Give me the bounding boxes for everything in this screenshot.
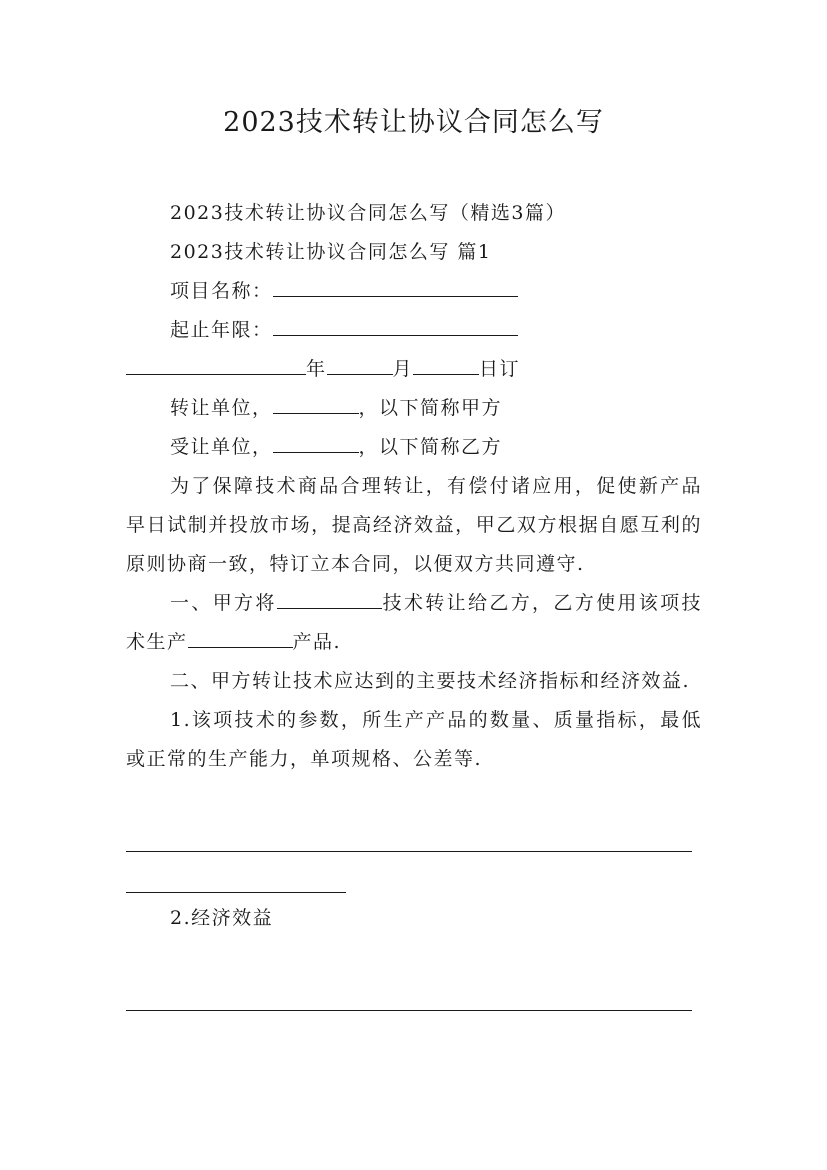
clause-1 (126, 584, 702, 662)
transferor-line (126, 389, 702, 428)
month-label: 月 (392, 358, 414, 380)
transferee-line (126, 428, 702, 467)
document-body (126, 194, 702, 1011)
clause-1-suffix: 产品. (292, 631, 342, 653)
transferor-label: 转让单位， (170, 397, 273, 419)
product-blank (188, 629, 293, 648)
year-label: 年 (306, 358, 327, 380)
technology-blank (277, 590, 382, 609)
period-line (126, 311, 702, 350)
item-1: 1.该项技术的参数，所生产产品的数量、质量指标，最低或正常的生产能力，单项规格、公差等. (126, 709, 702, 770)
transferor-suffix: ，以下简称甲方 (358, 397, 503, 419)
transferor-blank (273, 395, 359, 414)
day-label: 日订 (479, 358, 521, 380)
project-name-line (126, 272, 702, 311)
clause-1-middle: 技术转让给乙方，乙方使用该项技术生产 (126, 592, 702, 653)
transferee-label: 受让单位， (170, 436, 273, 458)
subtitle: 2023技术转让协议合同怎么写（精选3篇） (170, 202, 566, 224)
document-title: 2023技术转让协议合同怎么写 (223, 107, 604, 138)
period-label: 起止年限： (170, 319, 273, 341)
part-heading: 2023技术转让协议合同怎么写 篇1 (170, 241, 492, 263)
transferee-blank (273, 434, 359, 453)
clause-2: 二、甲方转让技术应达到的主要技术经济指标和经济效益. (170, 670, 691, 692)
project-name-label: 项目名称： (170, 280, 273, 302)
spacer (126, 779, 702, 819)
intro-paragraph: 为了保障技术商品合理转让，有偿付诸应用，促使新产品早日试制并投放市场，提高经济效益，甲乙双方根据自愿互利的原则协商一致，特订立本合同，以便双方共同遵守. (126, 475, 702, 575)
project-name-blank (273, 278, 518, 297)
period-blank (273, 317, 518, 336)
transferee-suffix: ，以下简称乙方 (358, 436, 503, 458)
item-2: 2.经济效益 (170, 907, 274, 929)
month-blank (327, 356, 393, 375)
spacer (126, 938, 702, 990)
fill-line (126, 819, 692, 852)
fill-line (126, 990, 692, 1011)
date-line (126, 350, 702, 389)
year-blank (126, 356, 306, 375)
clause-1-prefix: 一、甲方将 (170, 592, 277, 614)
day-blank (413, 356, 479, 375)
fill-line-short (126, 852, 346, 893)
